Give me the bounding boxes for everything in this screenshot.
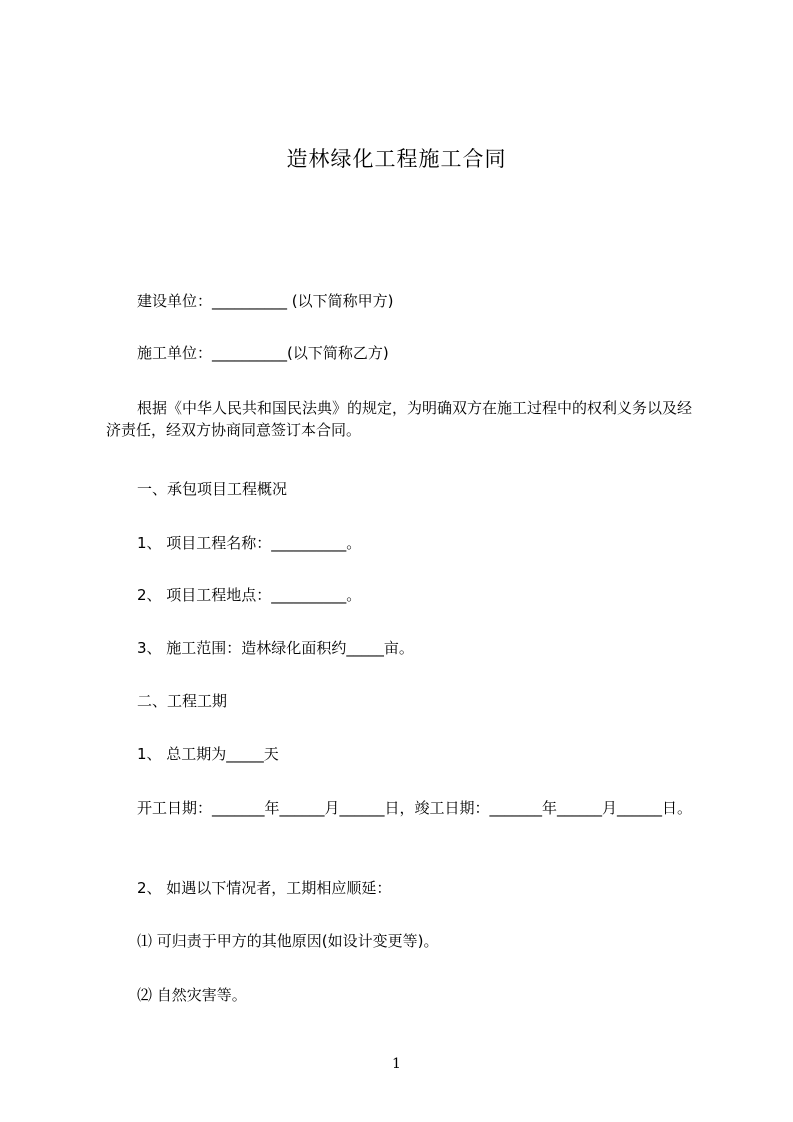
section-1-heading: 一、承包项目工程概况 [137,480,288,498]
page-number: 1 [392,1056,401,1072]
section-2-dates: 开工日期：_______年______月______日，竣工日期：_______年______月______日。 [137,799,693,817]
section-2-sub-1: ⑴ 可归责于甲方的其他原因(如设计变更等)。 [137,932,439,950]
section-1-item-3: 3、 施工范围：造林绿化面积约_____亩。 [137,639,414,657]
party-a-line: 建设单位：__________ (以下简称甲方) [137,292,394,310]
section-1-item-1: 1、 项目工程名称：__________。 [137,534,362,552]
preamble-paragraph: 根据《中华人民共和国民法典》的规定，为明确双方在施工过程中的权利义务以及经济责任，经双方协商同意签订本合同。 [106,399,693,439]
section-1-item-2: 2、 项目工程地点：__________。 [137,586,362,604]
section-2-heading: 二、工程工期 [137,692,228,710]
party-b-line: 施工单位：__________(以下简称乙方) [137,344,389,362]
section-2-item-2: 2、 如遇以下情况者，工期相应顺延： [137,879,392,897]
section-2-item-1: 1、 总工期为_____天 [137,745,279,763]
section-2-sub-2: ⑵ 自然灾害等。 [137,986,247,1004]
document-title: 造林绿化工程施工合同 [286,147,507,171]
